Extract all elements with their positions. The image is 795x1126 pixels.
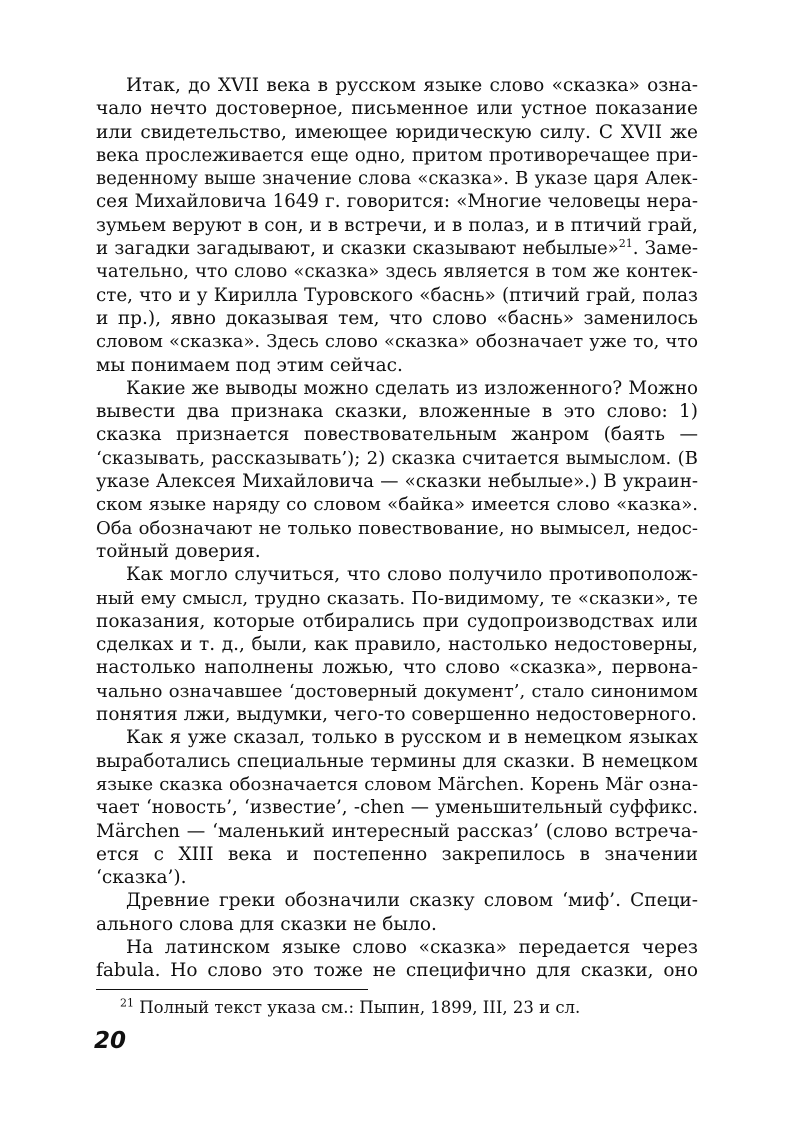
text-line: Как я уже сказал, только в русском и в немецком языках [126,727,698,749]
text-line: чально означавшее ‘достоверный документ’, стало синонимом [96,680,698,702]
text-line: веденному выше значение слова «сказка». В указе царя Алек- [96,168,698,190]
text-line: языке сказка обозначается словом Märchen. Корень Mär озна- [96,773,698,795]
text-line: ‘сказывать, рассказывать’); 2) сказка считается вымыслом. (В [96,447,698,469]
paragraph [96,726,698,889]
footnote-text: Полный текст указа см.: Пыпин, 1899, III, 23 и сл. [139,998,581,1017]
page-number: 20 [94,1028,127,1054]
text-line: века прослеживается еще одно, притом противоречащее при- [96,144,698,166]
text-fragment: и загадки загадывают, и сказки сказывают небылые» [96,238,619,260]
text-line: словом «сказка». Здесь слово «сказка» обозначает уже то, что [96,331,698,353]
text-line: тойный доверия. [96,540,261,562]
text-line: сказка признается повествовательным жанром (баять — [96,424,698,446]
text-line: зумьем веруют в сон, и в встречи, и в полаз, и в птичий грай, [96,214,698,236]
text-line: показания, которые отбирались при судопроизводствах или [96,610,698,632]
text-line: Какие же выводы можно сделать из изложенного? Можно [126,377,698,399]
paragraph [96,377,698,563]
text-line: На латинском языке слово «сказка» передается через [126,936,698,958]
text-line: Итак, до XVII века в русском языке слово «сказка» озна- [126,75,698,96]
text-line [96,237,698,260]
text-line: или свидетельство, имеющее юридическую силу. С XVII же [96,121,698,143]
text-line: настолько наполнены ложью, что слово «сказка», первона- [96,657,698,679]
text-line: вывести два признака сказки, вложенные в это слово: 1) [96,401,698,423]
text-line: понятия лжи, выдумки, чего-то совершенно недостоверного. [96,704,697,726]
text-line: Как могло случиться, что слово получило противополож- [126,564,698,586]
paragraph [96,936,698,983]
text-line: чает ‘новость’, ‘известие’, -chen — уменьшительный суффикс. [96,797,698,819]
text-line: ском языке наряду со словом «байка» имеется слово «казка». [96,494,698,516]
text-line: Märchen — ‘маленький интересный рассказ’ (слово встреча- [96,820,698,842]
paragraph [96,74,698,377]
footnote-marker: 21 [120,996,134,1010]
body-text [96,74,698,983]
text-line: чало нечто достоверное, письменное или устное показание [96,98,698,120]
text-line: указе Алексея Михайловича — «сказки небылые».) В украин- [96,471,698,493]
text-line: сделках и т. д., были, как правило, настолько недостоверны, [96,634,698,656]
text-line: сте, что и у Кирилла Туровского «баснь» (птичий грай, полаз [96,284,698,306]
text-fragment: . Заме- [632,238,698,260]
text-line: чательно, что слово «сказка» здесь является в том же контек- [96,261,698,283]
text-line: ального слова для сказки не было. [96,913,437,935]
footnote [120,997,680,1019]
footnote-reference: 21 [618,237,633,251]
text-line: Древние греки обозначили сказку словом ‘миф’. Специ- [126,890,698,912]
text-line: выработались специальные термины для сказки. В немецком [96,750,698,772]
paragraph [96,563,698,726]
text-line: сея Михайловича 1649 г. говорится: «Многие человецы нера- [96,191,698,213]
text-line: ‘сказка’). [96,867,187,889]
footnote-divider [96,989,368,990]
text-line: ный ему смысл, трудно сказать. По-видимому, те «сказки», те [96,587,698,609]
paragraph [96,889,698,936]
text-line: Оба обозначают не только повествование, но вымысел, недос- [96,517,698,539]
text-line: мы понимаем под этим сейчас. [96,354,403,376]
text-line: ется с XIII века и постепенно закрепилось в значении [96,843,698,865]
text-line: fabula. Но слово это тоже не специфично для сказки, оно [96,960,698,982]
text-line: и пр.), явно доказывая тем, что слово «баснь» заменилось [96,307,698,329]
